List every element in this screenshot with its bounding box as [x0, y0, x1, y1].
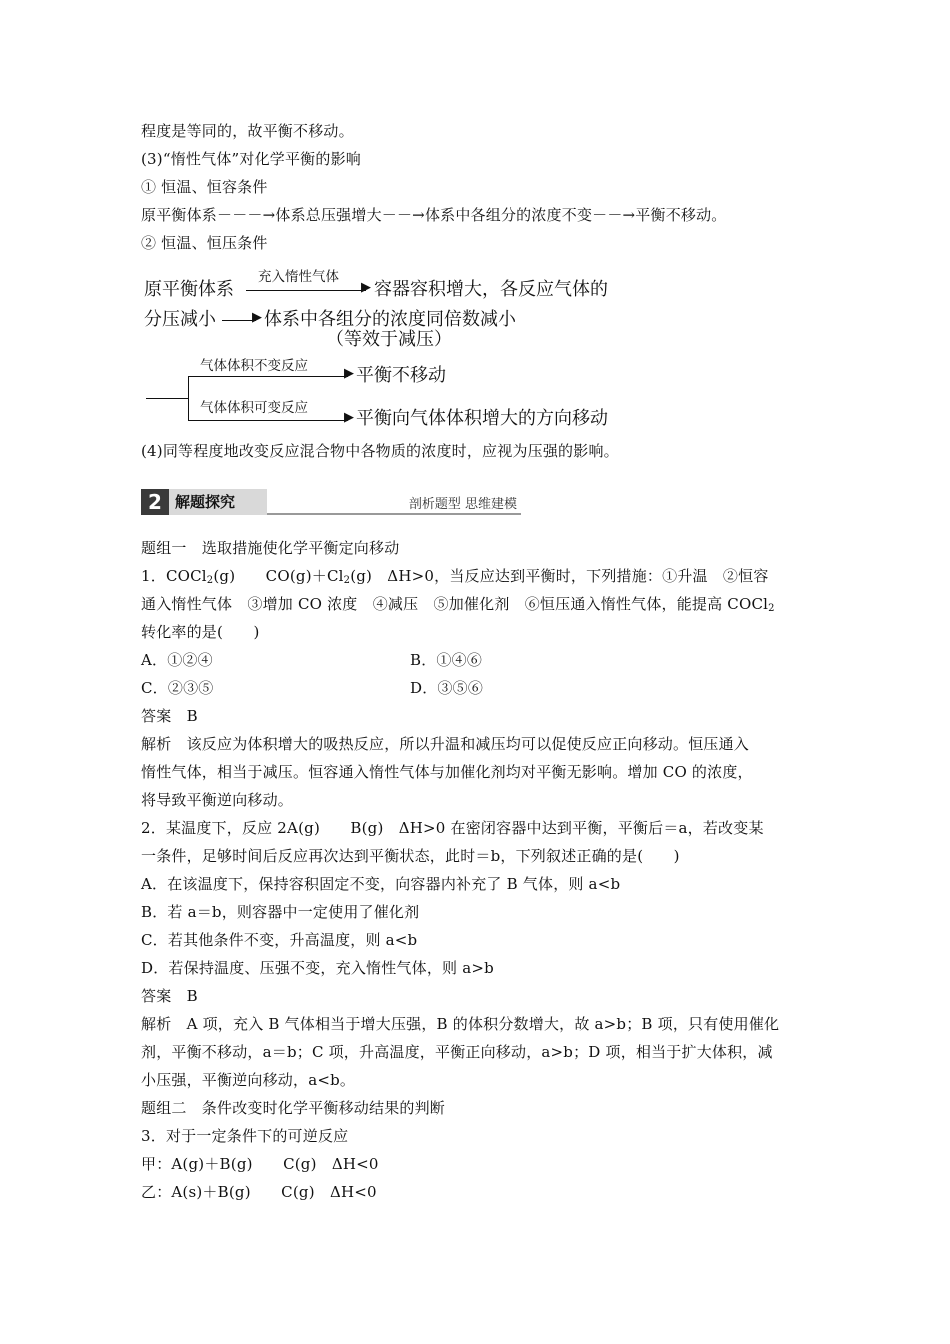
- branch-label: 气体体积不变反应: [200, 358, 308, 374]
- section-title: 解题探究: [169, 489, 267, 515]
- answer: 答案 B: [141, 707, 198, 725]
- arrow-line: [188, 376, 348, 377]
- diagram-result: 容器容积增大，各反应气体的: [374, 279, 608, 300]
- question-3: 3．对于一定条件下的可逆反应: [141, 1127, 349, 1145]
- question-2: 2．某温度下，反应 2A(g) B(g) ΔH>0 在密闭容器中达到平衡，平衡后＝a，若改变某: [141, 819, 764, 837]
- section-banner: [141, 489, 521, 515]
- option-a: A．①②④: [141, 651, 213, 669]
- option-a: A．在该温度下，保持容积固定不变，向容器内补充了 B 气体，则 a<b: [141, 875, 621, 893]
- group-heading: 题组二 条件改变时化学平衡移动结果的判断: [141, 1099, 446, 1117]
- section-subtitle: 剖析题型 思维建模: [408, 497, 517, 512]
- arrow-head-icon: ▶: [252, 310, 262, 325]
- text-line: ① 恒温、恒容条件: [141, 178, 268, 196]
- explanation: 将导致平衡逆向移动。: [141, 791, 294, 809]
- branch-bracket: [188, 376, 189, 420]
- arrow-head-icon: ▶: [361, 280, 371, 295]
- explanation: 剂，平衡不移动，a＝b；C 项，升高温度，平衡正向移动，a>b；D 项，相当于扩大体积，减: [141, 1043, 773, 1061]
- branch-result: 平衡不移动: [356, 365, 446, 386]
- option-c: C．若其他条件不变，升高温度，则 a<b: [141, 931, 418, 949]
- reaction-jia: 甲：A(g)＋B(g) C(g) ΔH<0: [141, 1155, 379, 1173]
- branch-result: 平衡向气体体积增大的方向移动: [356, 408, 608, 429]
- section-rule: [267, 513, 521, 515]
- subheading-inert-gas: (3)“惰性气体”对化学平衡的影响: [141, 150, 361, 168]
- text-line: ② 恒温、恒压条件: [141, 234, 268, 252]
- arrow-head-icon: ▶: [344, 366, 354, 381]
- text-line: (4)同等程度地改变反应混合物中各物质的浓度时，应视为压强的影响。: [141, 442, 619, 460]
- option-c: C．②③⑤: [141, 679, 214, 697]
- option-b: B．若 a＝b，则容器中一定使用了催化剂: [141, 903, 420, 921]
- arrow-line: [246, 290, 366, 291]
- question-1: 1．COCl$_2$(g) $CO(g)+Cl_2(g)$ ΔH>0，当反应达到平衡时，下列措施：①升温 ②恒容: [141, 567, 769, 586]
- group-heading: 题组一 选取措施使化学平衡定向移动: [141, 539, 400, 557]
- branch-label: 气体体积可变反应: [200, 400, 308, 416]
- text-line: 原平衡体系－－－→体系总压强增大－－→体系中各组分的浓度不变－－→平衡不移动。: [141, 206, 727, 224]
- diagram-start: 原平衡体系: [144, 279, 234, 300]
- reaction-yi: 乙：A(s)＋B(g) C(g) ΔH<0: [141, 1183, 377, 1201]
- arrow-label: 充入惰性气体: [258, 269, 339, 285]
- diagram-text: 分压减小: [144, 309, 216, 330]
- question-1-line: 转化率的是( ): [141, 623, 260, 641]
- answer: 答案 B: [141, 987, 198, 1005]
- arrow-head-icon: ▶: [344, 410, 354, 425]
- question-1-line: 通入惰性气体 ③增加 CO 浓度 ④减压 ⑤加催化剂 ⑥恒压通入惰性气体，能提高 COCl$_2$: [141, 595, 775, 614]
- question-2-line: 一条件，足够时间后反应再次达到平衡状态，此时＝b，下列叙述正确的是( ): [141, 847, 680, 865]
- option-b: B．①④⑥: [410, 651, 483, 669]
- diagram-note: （等效于减压）: [326, 329, 452, 350]
- branch-stem: [146, 398, 188, 399]
- explanation: 解析 该反应为体积增大的吸热反应，所以升温和减压均可以促使反应正向移动。恒压通入: [141, 735, 750, 753]
- option-d: D．若保持温度、压强不变，充入惰性气体，则 a>b: [141, 959, 494, 977]
- arrow-line: [222, 320, 256, 321]
- option-d: D．③⑤⑥: [410, 679, 484, 697]
- arrow-line: [188, 420, 348, 421]
- diagram-text: 体系中各组分的浓度同倍数减小: [264, 309, 516, 330]
- explanation: 惰性气体，相当于减压。恒容通入惰性气体与加催化剂均对平衡无影响。增加 CO 的浓度，: [141, 763, 753, 781]
- explanation: 解析 A 项，充入 B 气体相当于增大压强，B 的体积分数增大，故 a>b；B 项，只有使用催化: [141, 1015, 780, 1033]
- text-line: 程度是等同的，故平衡不移动。: [141, 122, 354, 140]
- explanation: 小压强，平衡逆向移动，a<b。: [141, 1071, 356, 1089]
- section-number: 2: [141, 489, 169, 515]
